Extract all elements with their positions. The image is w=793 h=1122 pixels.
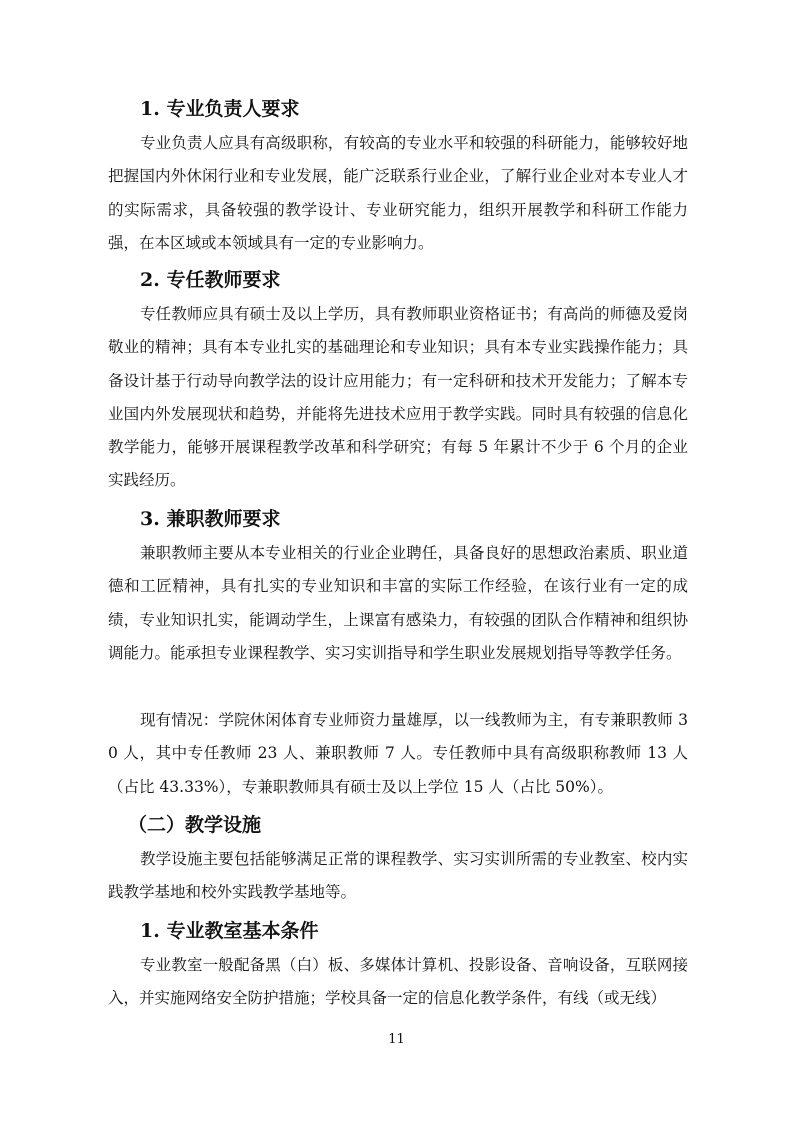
section-heading-classroom: 1. 专业教室基本条件: [140, 920, 319, 942]
section-heading-2: 2. 专任教师要求: [140, 269, 281, 291]
section-heading-facilities: （二）教学设施: [128, 814, 262, 836]
classroom-paragraph: 专业教室一般配备黑（白）板、多媒体计算机、投影设备、音响设备，互联网接入，并实施网络安全防护措施；学校具备一定的信息化教学条件，有线（或无线）: [108, 956, 688, 1008]
section-paragraph-1: 专业负责人应具有高级职称，有较高的专业水平和较强的科研能力，能够较好地把握国内外休闲行业和专业发展，能广泛联系行业企业，了解行业企业对本专业人才的实际需求，具备较强的教学设计、专业研究能力，组织开展教学和科研工作能力强，在本区域或本领域具有一定的专业影响力。: [108, 134, 688, 252]
section-paragraph-2: 专任教师应具有硕士及以上学历，具有教师职业资格证书；有高尚的师德及爱岗敬业的精神；具有本专业扎实的基础理论和专业知识；具有本专业实践操作能力；具备设计基于行动导向教学法的设计应用能力；有一定科研和技术开发能力；了解本专业国内外发展现状和趋势，并能将先进技术应用于教学实践。同时具有较强的信息化教学能力，能够开展课程教学改革和科学研究；有每 5 年累计不少于 6 个月的企业实践经历。: [108, 305, 688, 490]
section-heading-3: 3. 兼职教师要求: [140, 508, 281, 530]
current-status-paragraph: 现有情况：学院休闲体育专业师资力量雄厚，以一线教师为主，有专兼职教师 30 人，其中专任教师 23 人、兼职教师 7 人。专任教师中具有高级职称教师 13 人（占比 43.33%），专兼职教师具有硕士及以上学位 15 人（占比 50%）。: [108, 711, 688, 796]
section-paragraph-3: 兼职教师主要从本专业相关的行业企业聘任，具备良好的思想政治素质、职业道德和工匠精神，具有扎实的专业知识和丰富的实际工作经验，在该行业有一定的成绩，专业知识扎实，能调动学生，上课富有感染力，有较强的团队合作精神和组织协调能力。能承担专业课程教学、实习实训指导和学生职业发展规划指导等教学任务。: [108, 544, 688, 662]
section-heading-1: 1. 专业负责人要求: [140, 98, 300, 120]
facilities-paragraph: 教学设施主要包括能够满足正常的课程教学、实习实训所需的专业教室、校内实践教学基地和校外实践教学基地等。: [108, 850, 688, 902]
page-number: 11: [388, 1032, 405, 1047]
